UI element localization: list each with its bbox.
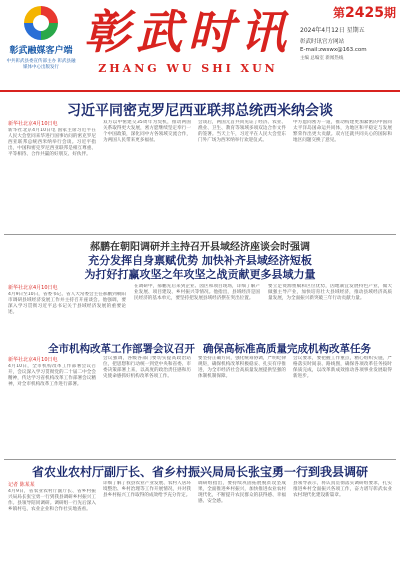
headline-reform-part-1: 全市机构改革工作部署会议召开: [48, 343, 195, 355]
article-text: 要坚持正确方向，强化统筹协调，严明纪律规矩，确保机构改革积极稳妥、扎实有序推进，为全市经济社会高质量发展提供坚强的体制机制保障。: [198, 356, 286, 380]
article-bottom-col-2: [103, 481, 191, 563]
article-reform-col-1: [8, 364, 96, 456]
article-reform-col-2: [103, 356, 191, 456]
dateline-top: 新华社北京4月10日电: [8, 121, 58, 127]
article-top-col-3: [198, 120, 286, 230]
issue-value: 2425: [345, 5, 384, 21]
hotline-info: 主编 总编室 新闻热线: [300, 56, 344, 61]
issue-suffix: 期: [383, 6, 396, 20]
article-text: 会议要求，要把握工作重点，精心组织实施，严格落实时间表、路线图，确保各项改革任务按时保质完成，以改革新成效推动各项事业发展取得新进步。: [293, 356, 392, 380]
article-text: 要立足资源禀赋和区位优势，因地制宜发展特色产业，做大做强主导产业，加快培育壮大县域经济，推动县域经济高质量发展，为全面振兴新突破三年行动贡献力量。: [268, 284, 392, 302]
article-text: 详细了解了我县农业产业发展、农村人居环境整治、乡村治理等工作开展情况，并对我县乡村振兴工作取得的成效给予充分肯定。: [103, 481, 191, 499]
article-reform-col-4: [293, 356, 392, 456]
article-text: 会议强调，各级各部门要切实提高政治站位，把思想和行动统一到党中央和省委、市委决策部署上来，以高度的政治责任感和历史使命感抓好机构改革各项工作。: [103, 356, 191, 380]
byline-bottom: 记者 陈某某: [8, 482, 35, 488]
headline-mid-line-1[interactable]: 充分发挥自身禀赋优势 加快补齐县域经济短板: [88, 254, 312, 267]
headline-reform[interactable]: [48, 341, 400, 356]
article-mid-col-3: [268, 284, 392, 334]
article-text: 双方以中密建交35周年为契机，推动两国关系取得更大发展，密方愿继续坚定奉行一个中国政策，深化同中方各领域交流合作，为两国人民带来更多福祉。: [103, 120, 191, 144]
issue-number: [300, 4, 396, 21]
section-divider: [4, 459, 396, 460]
publisher-line: 中共彰武县委宣传部主办 彰武县融媒体中心出版发行: [6, 59, 76, 70]
masthead-divider: [0, 90, 400, 92]
headline-bottom[interactable]: 省农业农村厅副厅长、省乡村振兴局局长张宝勇一行到我县调研: [31, 465, 368, 479]
article-top-col-1: [8, 128, 96, 230]
article-text: 中方愿同密方一道，推动构建更加紧密的中国同太平洋岛国命运共同体，为地区和平稳定与发展繁荣作出更大贡献。双方还就共同关心的国际和地区问题交换了意见。: [293, 120, 392, 144]
article-text: 会谈后，两国元首共同见证了经济、农业、渔业、卫生、教育等领域多项双边合作文件的签署。当天上午，习近平在人民大会堂东门外广场为西米纳举行欢迎仪式。: [198, 120, 286, 144]
email-link[interactable]: E-mail:zwswx@163.com: [300, 47, 367, 53]
app-logo-icon: [24, 6, 58, 40]
article-mid-col-1: [8, 292, 126, 334]
article-text: 4月9日，省农业农村厅副厅长、省乡村振兴局局长张宝勇一行到我县调研乡村振兴工作。县领导陪同调研。调研组一行先后深入乡镇村屯、农业企业和合作社实地查看。: [8, 489, 96, 513]
app-logo-name: 彰武融媒客户端: [9, 46, 73, 56]
paper-title-block: [80, 2, 296, 90]
issue-info: [300, 4, 396, 88]
masthead: [0, 0, 400, 92]
article-text: 调研组指出，要持续巩固拓展脱贫攻坚成果，全面推进乡村振兴，加快推进农业农村现代化，不断提升农民群众的获得感、幸福感、安全感。: [198, 481, 286, 505]
paper-pinyin: ZHANG WU SHI XUN: [98, 62, 278, 75]
website-link[interactable]: 彰武时讯官方网站: [300, 39, 345, 45]
article-text: 4月9日至10日，省委书记、省人大常委会主任郝鹏到朝阳市调研县域经济发展工作并主持召开座谈会。他强调，要深入学习贯彻习近平总书记关于县域经济发展的重要论述。: [8, 292, 126, 316]
issue-date: 2024年4月12日 星期五: [300, 27, 365, 34]
article-top-col-2: [103, 120, 191, 230]
article-reform-col-3: [198, 356, 286, 456]
article-mid-col-2: [134, 284, 260, 334]
article-bottom-col-4: [293, 481, 392, 563]
issue-prefix: 第: [333, 6, 346, 20]
article-bottom-col-3: [198, 481, 286, 563]
article-text: 新华社北京4月10日电 国家主席习近平在人民大会堂同来华进行国事访问的密克罗尼西亚联邦总统西米纳举行会谈。习近平指出，中国和密克罗尼西亚联邦是相互尊重、平等相待、合作共赢的好朋友、好伙伴。: [8, 128, 96, 158]
headline-reform-part-2: 确保高标准高质量完成机构改革任务: [203, 343, 371, 355]
headline-top[interactable]: 习近平同密克罗尼西亚联邦总统西米纳会谈: [67, 103, 333, 119]
section-divider: [4, 234, 396, 235]
article-text: 县领导表示，将认真贯彻落实调研组要求，扎实推进乡村全面振兴各项工作，奋力谱写彰武农业农村现代化建设新篇章。: [293, 481, 392, 499]
article-text: 4月10日，全市机构改革工作部署会议召开，会议深入学习贯彻党的二十届二中全会精神，传达学习省机构改革工作部署会议精神，对全市机构改革工作进行部署。: [8, 364, 96, 388]
subheadline-mid[interactable]: 郝鹏在朝阳调研并主持召开县域经济座谈会时强调: [90, 242, 310, 253]
headline-mid-line-2[interactable]: 为打好打赢攻坚之年攻坚之战贡献更多县域力量: [84, 268, 316, 281]
dateline-reform: 新华社北京4月10日电: [8, 357, 58, 363]
paper-title: 彰武时讯: [84, 5, 292, 59]
article-text: 在调研中，郝鹏先后来到企业、园区和项目现场，详细了解产业发展、项目建设、乡村振兴等情况。他指出，县域经济是国民经济的基本单元，要坚持把发展县域经济摆在突出位置。: [134, 284, 260, 302]
app-logo-block[interactable]: [6, 6, 76, 86]
dateline-mid: 新华社北京4月10日电: [8, 285, 58, 291]
article-top-col-4: [293, 120, 392, 230]
article-bottom-col-1: [8, 489, 96, 563]
